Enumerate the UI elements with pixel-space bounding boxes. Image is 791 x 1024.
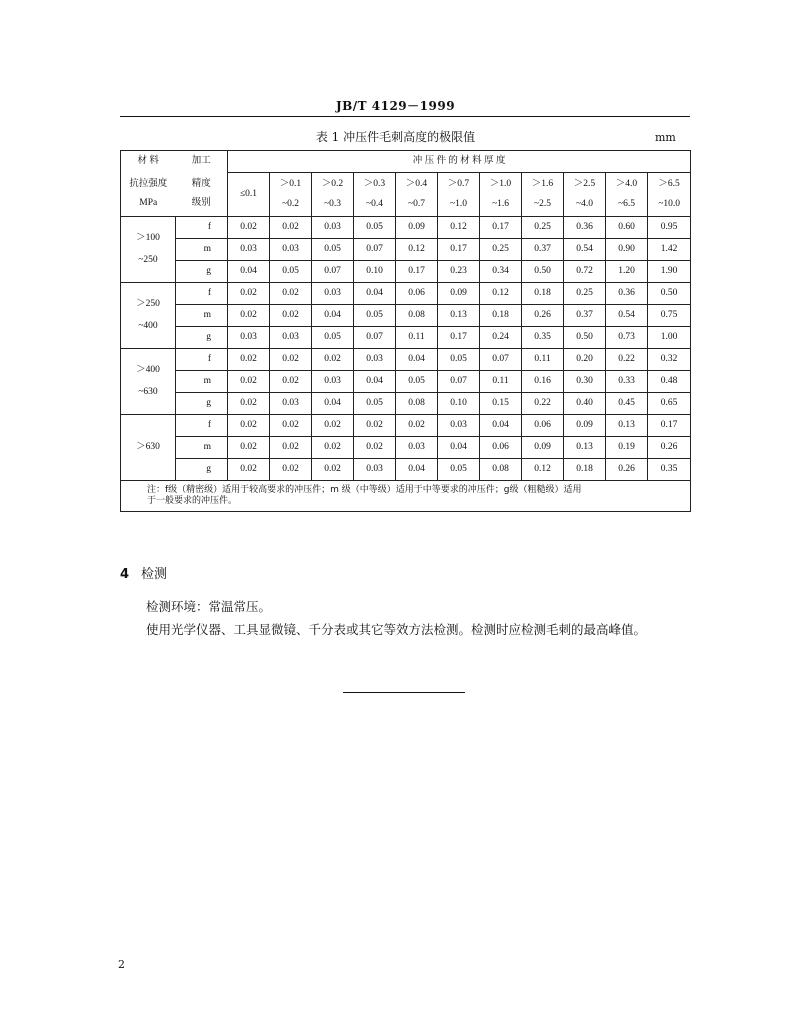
- value-cell: 0.04: [354, 283, 396, 305]
- value-cell: 0.13: [606, 415, 648, 437]
- value-cell: 0.02: [228, 415, 270, 437]
- grade-cell: m: [176, 371, 228, 393]
- grade-cell: g: [176, 393, 228, 415]
- thickness-col-header: ＞6.5 ~10.0: [648, 173, 691, 217]
- value-cell: 0.02: [312, 415, 354, 437]
- value-cell: 0.09: [396, 217, 438, 239]
- grade-cell: m: [176, 239, 228, 261]
- value-cell: 0.02: [354, 415, 396, 437]
- header-rule: [120, 116, 690, 117]
- table-row: [121, 261, 691, 283]
- value-cell: 0.07: [312, 261, 354, 283]
- grade-cell: g: [176, 459, 228, 481]
- value-cell: 0.17: [438, 327, 480, 349]
- value-cell: 0.02: [270, 459, 312, 481]
- grade-cell: f: [176, 349, 228, 371]
- value-cell: 0.50: [522, 261, 564, 283]
- value-cell: 0.08: [396, 393, 438, 415]
- value-cell: 0.03: [270, 393, 312, 415]
- value-cell: 0.05: [396, 371, 438, 393]
- value-cell: 0.05: [438, 459, 480, 481]
- table-row: [121, 239, 691, 261]
- section-number: 4: [120, 567, 130, 582]
- value-cell: 0.08: [396, 305, 438, 327]
- grade-cell: f: [176, 217, 228, 239]
- value-cell: 0.02: [270, 305, 312, 327]
- value-cell: 0.06: [396, 283, 438, 305]
- value-cell: 0.02: [228, 437, 270, 459]
- value-cell: 0.73: [606, 327, 648, 349]
- value-cell: 0.35: [648, 459, 691, 481]
- grade-cell: m: [176, 305, 228, 327]
- value-cell: 0.10: [438, 393, 480, 415]
- value-cell: 0.04: [312, 305, 354, 327]
- strength-range-cell: ＞100 ~250: [121, 217, 176, 283]
- value-cell: 0.26: [606, 459, 648, 481]
- value-cell: 0.02: [270, 437, 312, 459]
- table-row: [121, 305, 691, 327]
- test-environment-paragraph: 检测环境：常温常压。: [146, 599, 272, 614]
- value-cell: 0.60: [606, 217, 648, 239]
- value-cell: 0.04: [354, 371, 396, 393]
- value-cell: 0.04: [396, 459, 438, 481]
- value-cell: 1.00: [648, 327, 691, 349]
- standard-code: JB/T 4129－1999: [335, 99, 456, 113]
- value-cell: 0.17: [648, 415, 691, 437]
- value-cell: 0.04: [396, 349, 438, 371]
- value-cell: 0.02: [354, 437, 396, 459]
- value-cell: 0.50: [648, 283, 691, 305]
- value-cell: 0.02: [270, 217, 312, 239]
- value-cell: 1.20: [606, 261, 648, 283]
- value-cell: 0.02: [270, 371, 312, 393]
- value-cell: 0.11: [480, 371, 522, 393]
- value-cell: 0.02: [228, 371, 270, 393]
- value-cell: 0.72: [564, 261, 606, 283]
- value-cell: 0.03: [312, 371, 354, 393]
- page-number: 2: [118, 958, 125, 971]
- section-heading: [120, 563, 167, 582]
- thickness-col-header: ＞4.0 ~6.5: [606, 173, 648, 217]
- table-row: [121, 393, 691, 415]
- value-cell: 0.02: [312, 437, 354, 459]
- value-cell: 0.03: [438, 415, 480, 437]
- header-strength: 抗拉强度 MPa: [121, 173, 176, 217]
- value-cell: 0.22: [522, 393, 564, 415]
- value-cell: 0.18: [522, 283, 564, 305]
- value-cell: 1.42: [648, 239, 691, 261]
- value-cell: 0.75: [648, 305, 691, 327]
- grade-cell: g: [176, 327, 228, 349]
- value-cell: 0.02: [228, 459, 270, 481]
- value-cell: 0.17: [480, 217, 522, 239]
- value-cell: 0.20: [564, 349, 606, 371]
- table-row: [121, 349, 691, 371]
- value-cell: 0.45: [606, 393, 648, 415]
- value-cell: 0.12: [438, 217, 480, 239]
- value-cell: 0.33: [606, 371, 648, 393]
- table-note: 注：f级（精密级）适用于较高要求的冲压件；m 级（中等级）适用于中等要求的冲压件；g级（粗糙级）适用 于一般要求的冲压件。: [121, 481, 691, 512]
- value-cell: 0.50: [564, 327, 606, 349]
- value-cell: 0.04: [438, 437, 480, 459]
- value-cell: 0.07: [354, 239, 396, 261]
- table-row: [121, 415, 691, 437]
- value-cell: 0.13: [438, 305, 480, 327]
- value-cell: 0.04: [228, 261, 270, 283]
- thickness-col-header: ＞0.3 ~0.4: [354, 173, 396, 217]
- value-cell: 0.25: [564, 283, 606, 305]
- thickness-col-header: ＞1.0 ~1.6: [480, 173, 522, 217]
- value-cell: 0.25: [480, 239, 522, 261]
- value-cell: 0.26: [522, 305, 564, 327]
- table-row: [121, 283, 691, 305]
- value-cell: 0.03: [354, 459, 396, 481]
- value-cell: 0.19: [606, 437, 648, 459]
- value-cell: 0.07: [354, 327, 396, 349]
- value-cell: 0.11: [396, 327, 438, 349]
- value-cell: 0.26: [648, 437, 691, 459]
- value-cell: 0.02: [312, 459, 354, 481]
- value-cell: 0.05: [354, 217, 396, 239]
- value-cell: 0.09: [522, 437, 564, 459]
- table-caption: 表 1 冲压件毛刺高度的极限值: [315, 130, 476, 144]
- table-row: [121, 217, 691, 239]
- value-cell: 0.03: [270, 327, 312, 349]
- value-cell: 0.36: [606, 283, 648, 305]
- value-cell: 0.06: [522, 415, 564, 437]
- value-cell: 0.24: [480, 327, 522, 349]
- thickness-col-header: ≤0.1: [228, 173, 270, 217]
- value-cell: 0.02: [312, 349, 354, 371]
- strength-range-cell: ＞250 ~400: [121, 283, 176, 349]
- value-cell: 0.03: [270, 239, 312, 261]
- value-cell: 0.18: [564, 459, 606, 481]
- table-row: [121, 371, 691, 393]
- value-cell: 0.03: [228, 239, 270, 261]
- value-cell: 0.05: [354, 305, 396, 327]
- value-cell: 0.17: [396, 261, 438, 283]
- value-cell: 0.34: [480, 261, 522, 283]
- value-cell: 0.11: [522, 349, 564, 371]
- test-method-paragraph: 使用光学仪器、工具显微镜、千分表或其它等效方法检测。检测时应检测毛刺的最高峰值。: [146, 622, 647, 637]
- section-title: 检测: [141, 567, 168, 582]
- value-cell: 0.02: [270, 349, 312, 371]
- value-cell: 0.05: [354, 393, 396, 415]
- value-cell: 0.02: [270, 283, 312, 305]
- value-cell: 0.06: [480, 437, 522, 459]
- table-row: [121, 327, 691, 349]
- value-cell: 1.90: [648, 261, 691, 283]
- value-cell: 0.03: [396, 437, 438, 459]
- value-cell: 0.05: [438, 349, 480, 371]
- value-cell: 0.30: [564, 371, 606, 393]
- value-cell: 0.02: [228, 305, 270, 327]
- value-cell: 0.05: [312, 327, 354, 349]
- value-cell: 0.04: [312, 393, 354, 415]
- grade-cell: f: [176, 283, 228, 305]
- value-cell: 0.07: [438, 371, 480, 393]
- value-cell: 0.09: [438, 283, 480, 305]
- table-row: [121, 459, 691, 481]
- value-cell: 0.09: [564, 415, 606, 437]
- end-rule: [343, 692, 465, 693]
- value-cell: 0.32: [648, 349, 691, 371]
- thickness-col-header: ＞2.5 ~4.0: [564, 173, 606, 217]
- value-cell: 0.16: [522, 371, 564, 393]
- value-cell: 0.37: [522, 239, 564, 261]
- value-cell: 0.02: [228, 217, 270, 239]
- value-cell: 0.05: [312, 239, 354, 261]
- value-cell: 0.10: [354, 261, 396, 283]
- value-cell: 0.02: [270, 415, 312, 437]
- value-cell: 0.40: [564, 393, 606, 415]
- strength-range-cell: ＞400 ~630: [121, 349, 176, 415]
- value-cell: 0.15: [480, 393, 522, 415]
- thickness-col-header: ＞0.2 ~0.3: [312, 173, 354, 217]
- value-cell: 0.07: [480, 349, 522, 371]
- value-cell: 0.90: [606, 239, 648, 261]
- value-cell: 0.65: [648, 393, 691, 415]
- value-cell: 0.25: [522, 217, 564, 239]
- header-material: 材 料: [121, 151, 176, 173]
- value-cell: 0.18: [480, 305, 522, 327]
- value-cell: 0.03: [312, 283, 354, 305]
- value-cell: 0.02: [228, 349, 270, 371]
- grade-cell: f: [176, 415, 228, 437]
- value-cell: 0.54: [564, 239, 606, 261]
- value-cell: 0.12: [480, 283, 522, 305]
- value-cell: 0.12: [396, 239, 438, 261]
- table-row: [121, 437, 691, 459]
- value-cell: 0.03: [354, 349, 396, 371]
- value-cell: 0.95: [648, 217, 691, 239]
- value-cell: 0.23: [438, 261, 480, 283]
- header-grade: 加工: [176, 151, 228, 173]
- header-thickness-title: 冲 压 件 的 材 料 厚 度: [228, 151, 691, 173]
- value-cell: 0.02: [396, 415, 438, 437]
- value-cell: 0.03: [228, 327, 270, 349]
- value-cell: 0.48: [648, 371, 691, 393]
- value-cell: 0.37: [564, 305, 606, 327]
- value-cell: 0.05: [270, 261, 312, 283]
- header-precision-grade: 精度 级别: [176, 173, 228, 217]
- value-cell: 0.02: [228, 283, 270, 305]
- value-cell: 0.13: [564, 437, 606, 459]
- table-unit: mm: [655, 131, 676, 144]
- value-cell: 0.22: [606, 349, 648, 371]
- thickness-col-header: ＞1.6 ~2.5: [522, 173, 564, 217]
- grade-cell: m: [176, 437, 228, 459]
- thickness-col-header: ＞0.4 ~0.7: [396, 173, 438, 217]
- value-cell: 0.17: [438, 239, 480, 261]
- value-cell: 0.54: [606, 305, 648, 327]
- value-cell: 0.36: [564, 217, 606, 239]
- value-cell: 0.02: [228, 393, 270, 415]
- thickness-col-header: ＞0.7 ~1.0: [438, 173, 480, 217]
- strength-range-cell: ＞630: [121, 415, 176, 481]
- value-cell: 0.04: [480, 415, 522, 437]
- value-cell: 0.35: [522, 327, 564, 349]
- value-cell: 0.12: [522, 459, 564, 481]
- burr-limit-table: [120, 150, 691, 512]
- value-cell: 0.03: [312, 217, 354, 239]
- thickness-col-header: ＞0.1 ~0.2: [270, 173, 312, 217]
- grade-cell: g: [176, 261, 228, 283]
- value-cell: 0.08: [480, 459, 522, 481]
